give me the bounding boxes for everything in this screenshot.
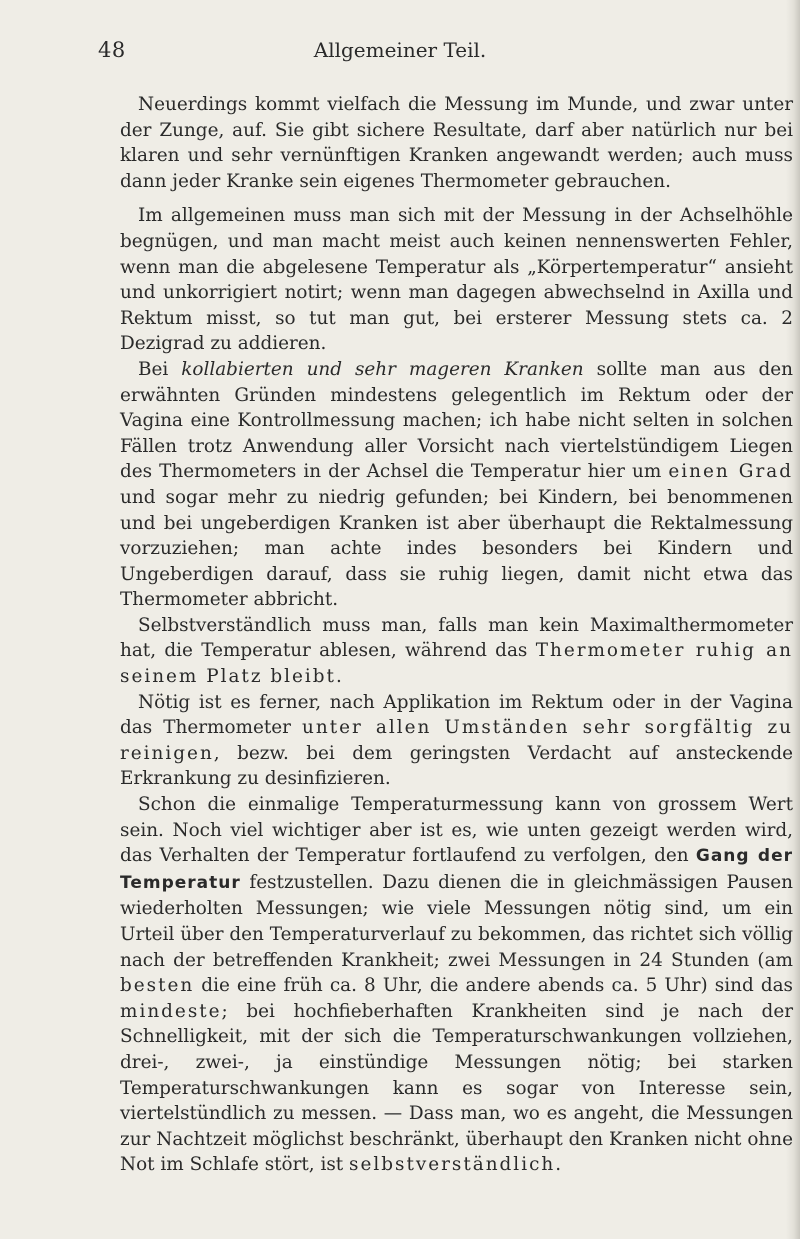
paragraph-5-text-a: Nötig ist es ferner, nach Applikation im Rektum oder in der Vagina das Thermometer (120, 691, 793, 739)
paragraph-3-text-c: und sogar mehr zu niedrig gefunden; bei Kindern, bei benommenen und bei ungeberdigen Kranken ist aber überhaupt die Rektalmessung vorzuziehen; man achte indes besonders bei Kindern und Ungeberdigen darauf, dass sie ruhig liegen, damit nicht etwa das Thermometer abbricht. (120, 486, 793, 611)
paragraph-4-text-a: Selbstverständlich muss man, falls man kein Maximalthermometer hat, die Temperatur ablesen, während das (120, 614, 793, 662)
paragraph-5-text-b: , bezw. bei dem geringsten Verdacht auf ansteckende Erkrankung zu desinfizieren. (120, 742, 793, 790)
spaced-thermometer-ruhig: Thermometer ruhig an seinem Platz bleibt (120, 640, 793, 688)
bold-gang-der-temperatur: Gang der Temperatur (120, 846, 793, 893)
paragraph-6-text-c: die eine früh ca. 8 Uhr, die andere abends ca. 5 Uhr) sind das (194, 975, 793, 997)
spaced-selbstverstaendlich: selbstverständlich (349, 1154, 556, 1176)
page-number: 48 (98, 38, 126, 62)
spaced-einen-grad: einen Grad (668, 461, 794, 483)
paragraph-3-text-a: Bei (138, 358, 182, 380)
spaced-mindeste: mindeste (120, 1000, 222, 1022)
paragraph-4 (120, 613, 793, 690)
paragraph-4-text-b: . (335, 666, 342, 688)
paragraph-6-text-b: festzustellen. Dazu dienen die in gleichmässigen Pausen wiederholten Messungen; wie viele Messungen nötig sind, um ein Urteil über den Temperaturverlauf zu bekommen, das richtet sich völlig nach der betreffenden Krankheit; zwei Messungen in 24 Stunden (am (120, 871, 793, 971)
paragraph-5 (120, 690, 793, 792)
paragraph-2: Im allgemeinen muss man sich mit der Messung in der Achselhöhle begnügen, und man macht meist auch keinen nennenswerten Fehler, wenn man die abgelesene Temperatur als „Körpertemperatur“ ansieht und unkorrigiert notirt; wenn man dagegen abwechselnd in Axilla und Rektum misst, so tut man gut, bei ersterer Messung stets ca. 2 Dezigrad zu addieren. (120, 205, 793, 355)
page-header (0, 38, 800, 70)
spaced-sorgfaeltig: unter allen Umständen sehr sorgfältig zu reinigen (120, 717, 793, 764)
running-head: Allgemeiner Teil. (313, 38, 487, 62)
paragraph-6-text-d: ; bei hochfieberhaften Krankheiten sind je nach der Schnelligkeit, mit der sich die Temperaturschwankungen vollziehen, drei-, zwei-, ja einstündige Messungen nötig; bei starken Temperaturschwankungen kann es sogar von Interesse sein, viertelstündlich zu messen. — Dass man, wo es angeht, die Messungen zur Nachtzeit möglichst beschränkt, überhaupt den Kranken nicht ohne Not im Schlafe stört, ist (120, 1000, 793, 1176)
paragraph-1: Neuerdings kommt vielfach die Messung im Munde, und zwar unter der Zunge, auf. Sie gibt sichere Resultate, darf aber natürlich nur bei klaren und sehr vernünftigen Kranken angewandt werden; auch muss dann jeder Kranke sein eigenes Thermometer gebrauchen. (120, 94, 793, 192)
paragraph-6 (120, 792, 793, 1178)
emphasis-kollabierten: kollabierten und sehr mageren Kranken (181, 358, 584, 380)
body-text (120, 92, 793, 1178)
paragraph-3 (120, 357, 793, 613)
paragraph-6-text-a: Schon die einmalige Temperaturmessung kann von grossem Wert sein. Noch viel wichtiger aber ist es, wie unten gezeigt werden wird, das Verhalten der Temperatur fortlaufend zu verfolgen, den (120, 794, 793, 867)
paragraph-6-text-e: . (555, 1154, 562, 1176)
paragraph-3-text-b: sollte man aus den erwähnten Gründen mindestens gelegentlich im Rektum oder der Vagina eine Kontrollmessung machen; ich habe nicht selten in solchen Fällen trotz Anwendung aller Vorsicht nach viertelstündigem Liegen des Thermometers in der Achsel die Temperatur hier um (120, 358, 793, 483)
spaced-besten: besten (120, 975, 195, 997)
